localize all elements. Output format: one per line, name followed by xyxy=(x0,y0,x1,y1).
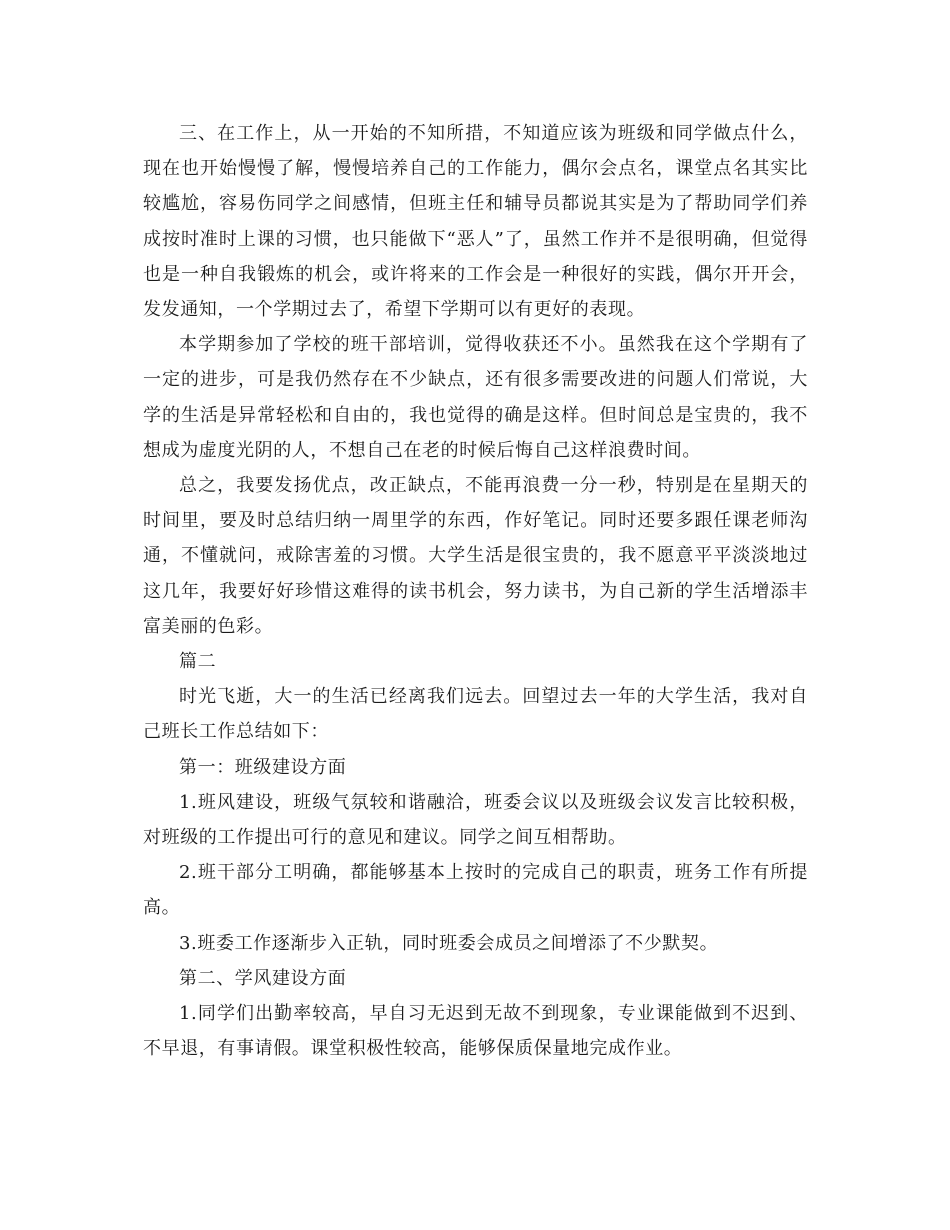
list-item-class-atmosphere: 1.班风建设，班级气氛较和谐融洽，班委会议以及班级会议发言比较积极，对班级的工作提出可行的意见和建议。同学之间互相帮助。 xyxy=(143,791,808,849)
list-item-cadre-division: 2.班干部分工明确，都能够基本上按时的完成自己的职责，班务工作有所提高。 xyxy=(143,862,808,919)
subheading-class-building: 第一：班级建设方面 xyxy=(179,756,347,778)
paragraph-intro-year-review: 时光飞逝，大一的生活已经离我们远去。回望过去一年的大学生活，我对自己班长工作总结如下： xyxy=(143,686,808,743)
paragraph-conclusion: 总之，我要发扬优点，改正缺点，不能再浪费一分一秒，特别是在星期天的时间里，要及时总结归纳一周里学的东西，作好笔记。同时还要多跟任课老师沟通，不懂就问，戒除害羞的习惯。大学生活是很宝贵的，我不愿意平平淡淡地过这几年，我要好好珍惜这难得的读书机会，努力读书，为自己新的学生活增添丰富美丽的色彩。 xyxy=(143,475,808,637)
list-item-attendance: 1.同学们出勤率较高，早自习无迟到无故不到现象，专业课能做到不迟到、不早退，有事请假。课堂积极性较高，能够保质保量地完成作业。 xyxy=(143,1003,808,1060)
paragraph-cadre-training: 本学期参加了学校的班干部培训，觉得收获还不小。虽然我在这个学期有了一定的进步，可是我仍然存在不少缺点，还有很多需要改进的问题人们常说，大学的生活是异常轻松和自由的，我也觉得的确是这样。但时间总是宝贵的，我不想成为虚度光阴的人，不想自己在老的时候后悔自己这样浪费时间。 xyxy=(143,334,808,461)
paragraph-work-duties: 三、在工作上，从一开始的不知所措，不知道应该为班级和同学做点什么，现在也开始慢慢了解，慢慢培养自己的工作能力，偶尔会点名，课堂点名其实比较尴尬，容易伤同学之间感情，但班主任和辅导员都说其实是为了帮助同学们养成按时准时上课的习惯，也只能做下“恶人”了，虽然工作并不是很明确，但觉得也是一种自我锻炼的机会，或许将来的工作会是一种很好的实践，偶尔开开会，发发通知，一个学期过去了，希望下学期可以有更好的表现。 xyxy=(143,123,808,321)
list-item-committee-work: 3.班委工作逐渐步入正轨，同时班委会成员之间增添了不少默契。 xyxy=(179,932,719,954)
document-body xyxy=(143,116,808,1066)
section-heading-part-two: 篇二 xyxy=(179,651,217,673)
subheading-study-style: 第二、学风建设方面 xyxy=(179,967,347,989)
